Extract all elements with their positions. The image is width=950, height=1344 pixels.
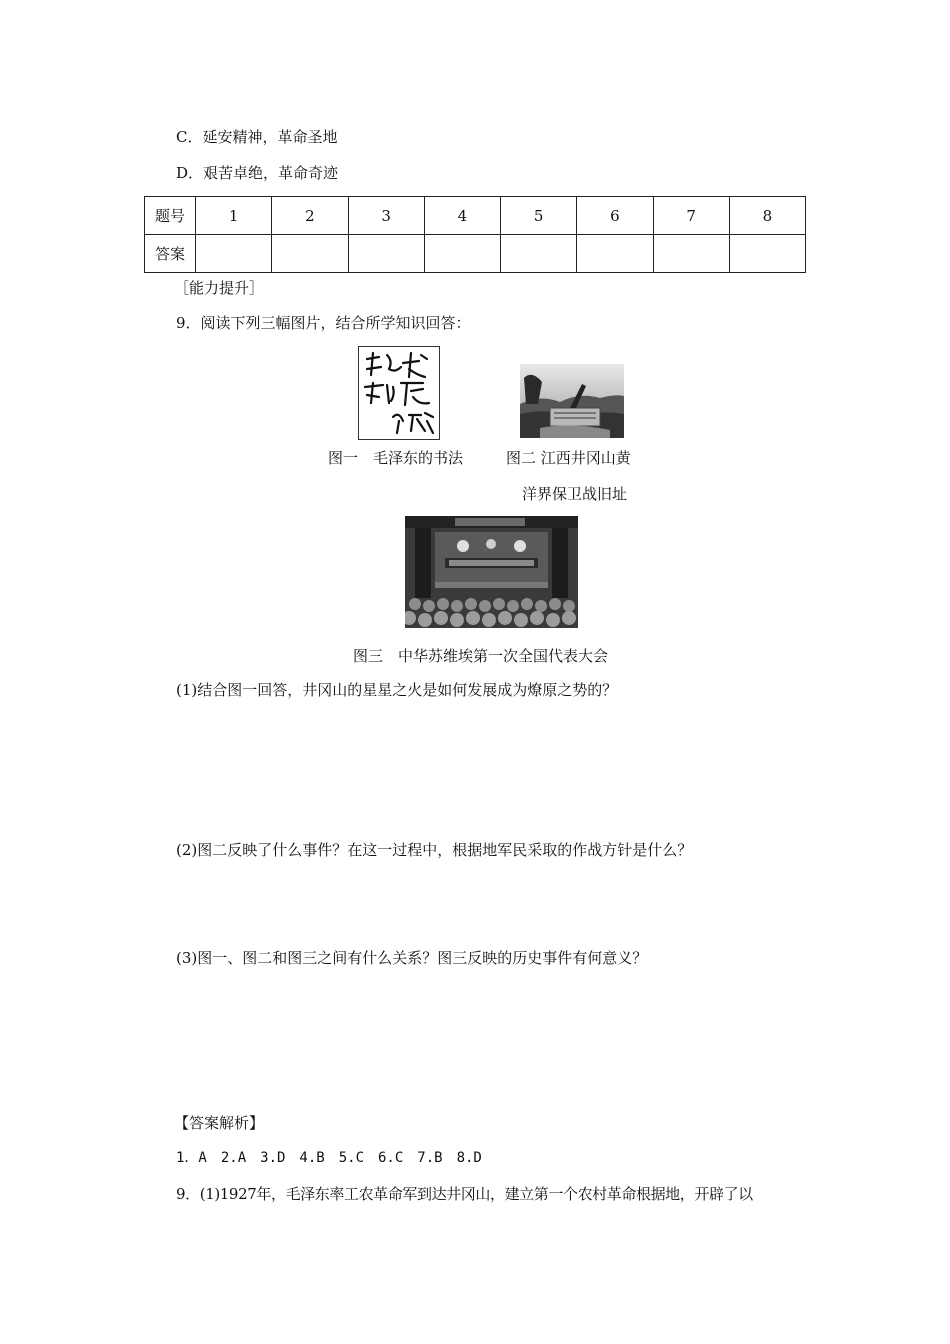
table-cell-number: 8 [729, 197, 805, 235]
soviet-congress-photo [405, 516, 578, 628]
table-row [145, 197, 806, 235]
huangyangjie-site-photo [520, 364, 624, 438]
answer-table [144, 196, 806, 273]
figure-3-caption: 图三 中华苏维埃第一次全国代表大会 [353, 647, 609, 665]
table-cell-answer[interactable] [424, 235, 500, 273]
table-cell-answer[interactable] [653, 235, 729, 273]
figure-1-caption: 图一 毛泽东的书法 [328, 449, 464, 467]
table-cell-answer[interactable] [348, 235, 424, 273]
answer-key-title: 【答案解析】 [174, 1114, 265, 1132]
table-cell-answer[interactable] [272, 235, 348, 273]
table-row [145, 235, 806, 273]
figure-2-caption-line2: 洋界保卫战旧址 [522, 485, 628, 503]
answer-key-q9-1: 9．(1)1927年，毛泽东率工农革命军到达井冈山，建立第一个农村革命根据地，开辟了以 [176, 1185, 753, 1203]
sub-question-3: (3)图一、图二和图三之间有什么关系？图三反映的历史事件有何意义？ [176, 949, 648, 967]
table-cell-answer[interactable] [501, 235, 577, 273]
figure-2-caption-line1: 图二 江西井冈山黄 [506, 449, 631, 467]
table-cell-answer[interactable] [577, 235, 653, 273]
question-9-stem: 9．阅读下列三幅图片，结合所学知识回答： [176, 314, 471, 332]
table-cell-number: 2 [272, 197, 348, 235]
option-d: D．艰苦卓绝，革命奇迹 [176, 164, 339, 182]
table-header-answer: 答案 [145, 235, 196, 273]
sub-question-2: (2)图二反映了什么事件？在这一过程中，根据地军民采取的作战方针是什么？ [176, 841, 693, 859]
section-heading: ［能力提升］ [174, 279, 265, 297]
answer-key-choices: 1．A 2.A 3.D 4.B 5.C 6.C 7.B 8.D [176, 1150, 482, 1166]
table-cell-number: 6 [577, 197, 653, 235]
table-cell-number: 1 [196, 197, 272, 235]
table-cell-number: 7 [653, 197, 729, 235]
calligraphy-image [358, 346, 440, 440]
table-cell-answer[interactable] [729, 235, 805, 273]
table-cell-number: 4 [424, 197, 500, 235]
sub-question-1: (1)结合图一回答，井冈山的星星之火是如何发展成为燎原之势的？ [176, 681, 618, 699]
table-cell-number: 3 [348, 197, 424, 235]
table-header-number: 题号 [145, 197, 196, 235]
table-cell-number: 5 [501, 197, 577, 235]
option-c: C．延安精神，革命圣地 [176, 128, 338, 146]
table-cell-answer[interactable] [196, 235, 272, 273]
